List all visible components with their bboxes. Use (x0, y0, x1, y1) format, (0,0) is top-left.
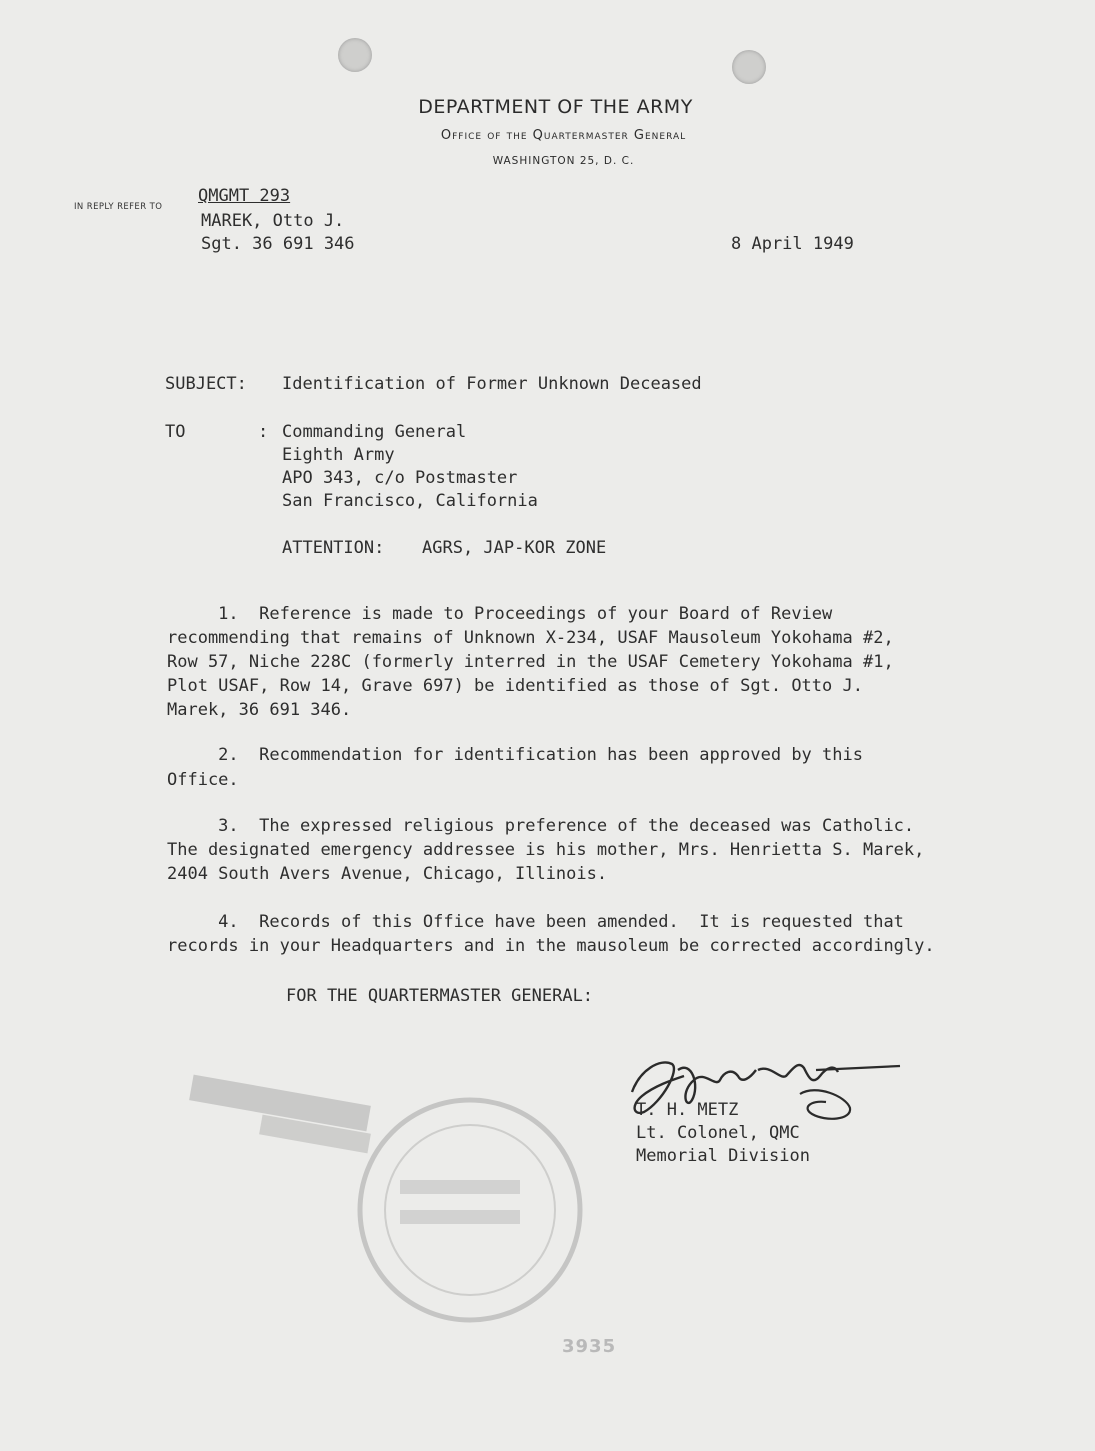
signer-division: Memorial Division (636, 1146, 810, 1166)
punch-hole-right (732, 50, 766, 84)
addressee-line: Commanding General (282, 422, 467, 442)
paragraph-1-line: Plot USAF, Row 14, Grave 697) be identified as those of Sgt. Otto J. (167, 676, 863, 696)
paragraph-3-line: 2404 South Avers Avenue, Chicago, Illinois. (167, 864, 608, 884)
to-colon: : (258, 422, 269, 442)
subject-label: SUBJECT: (165, 374, 247, 394)
attention-label: ATTENTION: (282, 538, 385, 558)
paragraph-1-line: Marek, 36 691 346. (167, 700, 352, 720)
letter-date: 8 April 1949 (731, 234, 854, 254)
paragraph-1-line: recommending that remains of Unknown X-234, USAF Mausoleum Yokohama #2, (167, 628, 894, 648)
attention-text: AGRS, JAP-KOR ZONE (422, 538, 607, 558)
paragraph-4-line: records in your Headquarters and in the mausoleum be corrected accordingly. (167, 936, 935, 956)
paragraph-2-line: Office. (167, 770, 239, 790)
office-location: WASHINGTON 25, D. C. (492, 155, 635, 167)
paragraph-1-line: Row 57, Niche 228C (formerly interred in the USAF Cemetery Yokohama #1, (167, 652, 894, 672)
addressee-line: Eighth Army (282, 445, 395, 465)
signer-name: T. H. METZ (636, 1100, 739, 1120)
faded-receipt-stamp (150, 1060, 590, 1340)
punch-hole-left (338, 38, 372, 72)
subject-text: Identification of Former Unknown Deceased (282, 374, 702, 394)
paragraph-2-line: 2. Recommendation for identification has been approved by this (167, 745, 863, 765)
closing-line: FOR THE QUARTERMASTER GENERAL: (286, 986, 594, 1006)
paragraph-3-line: The designated emergency addressee is his mother, Mrs. Henrietta S. Marek, (167, 840, 925, 860)
signer-rank: Lt. Colonel, QMC (636, 1123, 800, 1143)
paragraph-1-line: 1. Reference is made to Proceedings of your Board of Review (167, 604, 833, 624)
addressee-line: San Francisco, California (282, 491, 538, 511)
reference-name: MAREK, Otto J. (201, 211, 345, 231)
paragraph-3-line: 3. The expressed religious preference of the deceased was Catholic. (167, 816, 915, 836)
office-title: Office of the Quartermaster General (440, 128, 687, 143)
reference-code: QMGMT 293 (198, 186, 291, 206)
to-label: TO (165, 422, 186, 442)
addressee-line: APO 343, c/o Postmaster (282, 468, 518, 488)
paragraph-4-line: 4. Records of this Office have been amended. It is requested that (167, 912, 904, 932)
department-title: DEPARTMENT OF THE ARMY (418, 96, 693, 118)
stamp-number: 3935 (562, 1336, 617, 1357)
reference-service-number: Sgt. 36 691 346 (201, 234, 355, 254)
reply-refer-label: IN REPLY REFER TO (74, 202, 163, 212)
